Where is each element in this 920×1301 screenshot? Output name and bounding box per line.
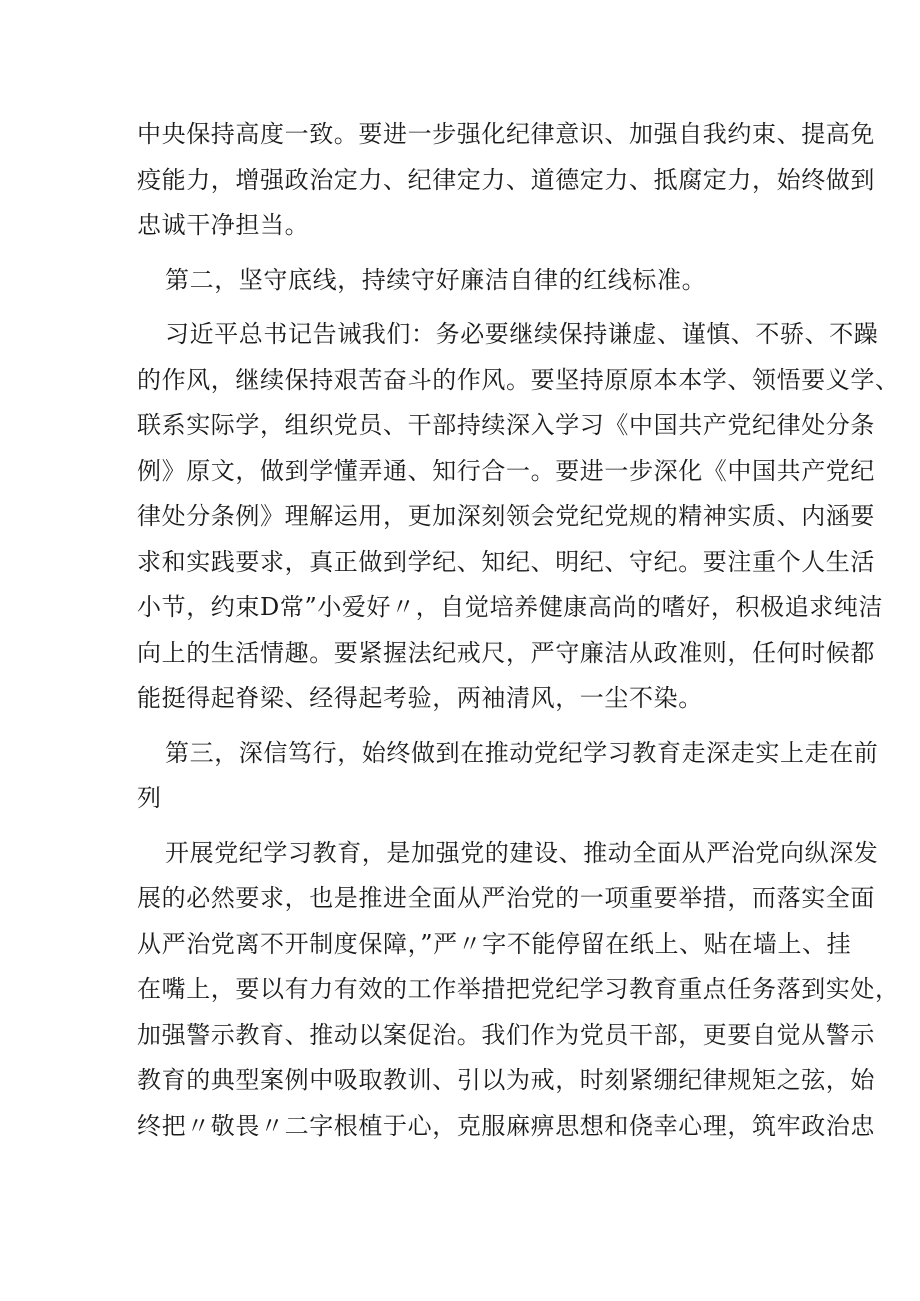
text-line: 疫能力，增强政治定力、纪律定力、道德定力、抵腐定力，始终做到 bbox=[137, 165, 875, 194]
text-line: 终把〃敬畏〃二字根植于心，克服麻痹思想和侥幸心理，筑牢政治忠 bbox=[137, 1111, 875, 1140]
text-line: 展的必然要求，也是推进全面从严治党的一项重要举措，而落实全面 bbox=[137, 884, 875, 912]
text-line: 例》原文，做到学懂弄通、知行合一。要进一步深化《中国共产党纪 bbox=[137, 456, 875, 485]
text-line: 第三，深信笃行，始终做到在推动党纪学习教育走深走实上走在前 bbox=[165, 738, 879, 767]
section-heading bbox=[137, 258, 797, 304]
text-line: 列 bbox=[137, 784, 162, 812]
text-line: 的作风，继续保持艰苦奋斗的作风。要坚持原原本本学、领悟要义学、 bbox=[137, 365, 900, 394]
text-line: 小节，约束D常”小爱好〃，自觉培养健康高尚的嗜好，积极追求纯洁 bbox=[137, 593, 884, 621]
text-line: 联系实际学，组织党员、干部持续深入学习《中国共产党纪律处分条 bbox=[137, 411, 875, 439]
text-line: 加强警示教育、推动以案促治。我们作为党员干部，更要自觉从警示 bbox=[137, 1020, 875, 1049]
text-line: 向上的生活情趣。要紧握法纪戒尺，严守廉洁从政准则，任何时候都 bbox=[137, 638, 875, 667]
text-line: 律处分条例》理解运用，更加深刻领会党纪党规的精神实质、内涵要 bbox=[137, 502, 875, 530]
text-line: 求和实践要求，真正做到学纪、知纪、明纪、守纪。要注重个人生活 bbox=[137, 547, 875, 576]
text-line: 习近平总书记告诫我们：务必要继续保持谦虚、谨慎、不骄、不躁 bbox=[165, 320, 879, 348]
text-line: 开展党纪学习教育，是加强党的建设、推动全面从严治党向纵深发 bbox=[165, 838, 879, 867]
text-line: 忠诚干净担当。 bbox=[137, 211, 310, 239]
text-line: 从严治党离不开制度保障，”严〃字不能停留在纸上、贴在墙上、挂 bbox=[137, 929, 852, 958]
text-line: 在嘴上，要以有力有效的工作举措把党纪学习教育重点任务落到实处， bbox=[137, 975, 900, 1003]
text-line: 第二，坚守底线，持续守好廉洁自律的红线标准。 bbox=[165, 265, 707, 294]
paragraph bbox=[137, 312, 900, 722]
section-heading bbox=[137, 731, 879, 822]
text-line: 中央保持高度一致。要进一步强化纪律意识、加强自我约束、提高免 bbox=[137, 120, 875, 148]
document-body bbox=[137, 112, 900, 1149]
paragraph bbox=[137, 112, 875, 249]
text-line: 教育的典型案例中吸取教训、引以为戒，时刻紧绷纪律规矩之弦，始 bbox=[137, 1066, 875, 1094]
text-line: 能挺得起脊梁、经得起考验，两袖清风，一尘不染。 bbox=[137, 684, 703, 712]
paragraph bbox=[137, 831, 900, 1150]
